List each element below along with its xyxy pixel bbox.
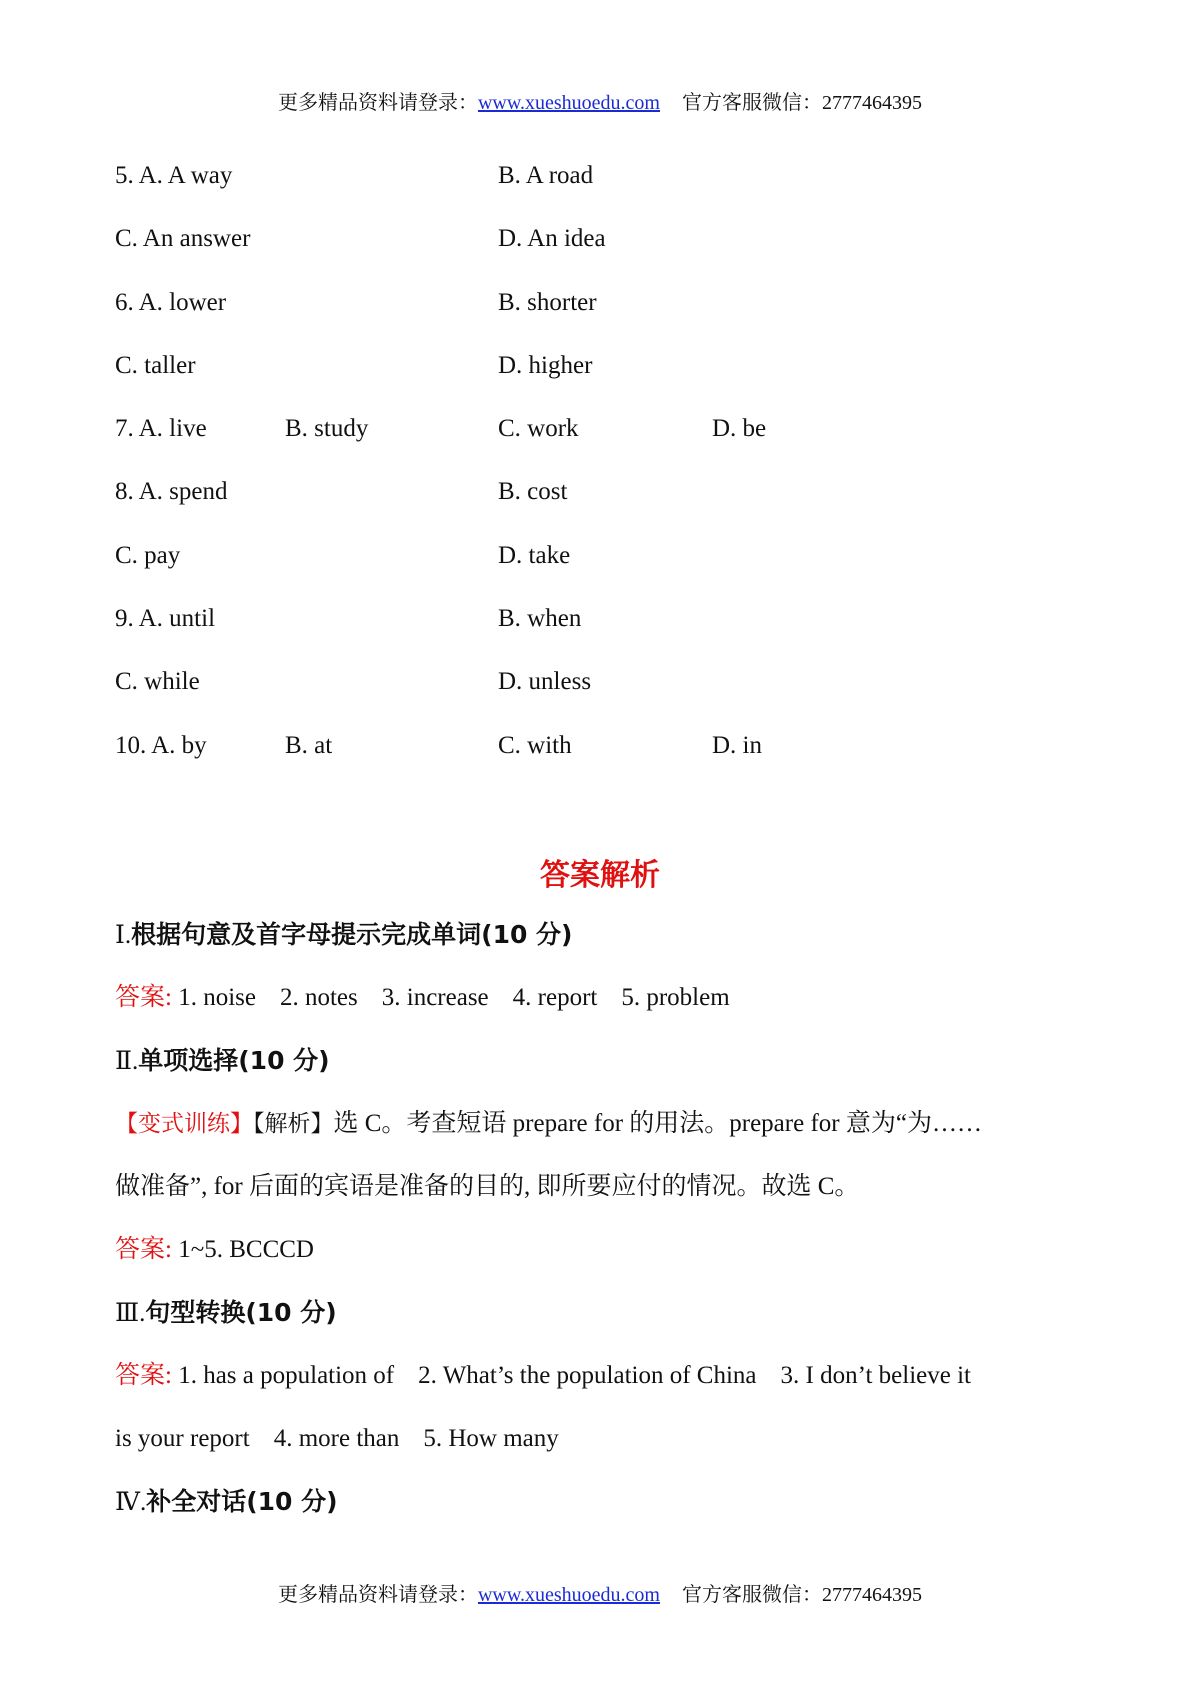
answer-item: is your report [115,1425,250,1452]
section-heading [115,1041,330,1082]
option-text: C. taller [115,352,196,379]
option-text: 6. A. lower [115,289,227,316]
answers-title: 答案解析 [540,858,660,893]
section-numeral: Ⅲ. [115,1300,146,1327]
section-title: 补全对话(10 分) [146,1487,338,1516]
footer-website-link[interactable]: www.xueshuoedu.com [477,1584,660,1606]
answer-item: 1. noise [178,984,256,1011]
header-website-link[interactable]: www.xueshuoedu.com [477,92,660,114]
answer-item: 3. I don’t believe it [780,1362,971,1389]
option-text: C. An answer [115,225,251,252]
option-row [0,156,1200,196]
answer-line [115,1356,1095,1396]
section-title: 根据句意及首字母提示完成单词(10 分) [131,920,573,949]
option-row [0,219,1200,259]
answer-item: 1. has a population of [178,1362,395,1389]
analysis-text: 选 C。考查短语 prepare for 的用法。prepare for 意为“为…… [333,1110,982,1137]
answer-label: 答案: [115,984,172,1011]
option-text: D. unless [498,668,592,695]
section-heading [115,915,573,956]
option-row [0,346,1200,386]
section-numeral: Ⅳ. [115,1489,147,1516]
option-text: B. at [285,732,333,759]
analysis-line [115,1104,1095,1144]
option-row [0,283,1200,323]
header-contact: 官方客服微信：2777464395 [682,92,922,114]
header-prefix: 更多精品资料请登录： [277,92,478,114]
option-text: 5. A. A way [115,162,233,189]
section-heading [115,1293,337,1334]
footer-contact: 官方客服微信：2777464395 [682,1584,922,1606]
option-text: C. with [498,732,572,759]
option-text: 7. A. live [115,415,207,442]
option-row [0,536,1200,576]
option-text: 9. A. until [115,605,216,632]
option-text: C. pay [115,542,181,569]
option-text: C. while [115,668,200,695]
answer-item: 2. What’s the population of China [418,1362,757,1389]
option-text: 10. A. by [115,732,207,759]
section-title: 句型转换(10 分) [145,1298,337,1327]
option-row [0,726,1200,766]
answer-label: 答案: [115,1236,172,1263]
option-text: D. in [712,732,762,759]
option-text: B. shorter [498,289,597,316]
answer-item: 4. report [512,984,598,1011]
answer-text: 1~5. BCCCD [178,1236,314,1263]
answer-item: 2. notes [279,984,358,1011]
answer-line [115,1419,1095,1459]
answer-line [115,978,1095,1018]
answer-item: 4. more than [273,1425,400,1452]
option-text: D. An idea [498,225,606,252]
option-text: B. when [498,605,582,632]
answer-line [115,1230,1095,1270]
option-text: B. cost [498,478,568,505]
analysis-text: 做准备”, for 后面的宾语是准备的目的, 即所要应付的情况。故选 C。 [115,1173,860,1200]
analysis-line [115,1167,1095,1207]
option-row [0,662,1200,702]
option-text: B. study [285,415,369,442]
footer-prefix: 更多精品资料请登录： [277,1584,478,1606]
option-text: D. be [712,415,767,442]
option-row [0,472,1200,512]
analysis-tag: 【解析】 [253,1111,334,1137]
section-numeral: Ⅰ. [115,922,132,949]
section-numeral: Ⅱ. [115,1048,139,1075]
answer-item: 5. How many [423,1425,559,1452]
section-heading [115,1482,338,1523]
option-text: D. higher [498,352,593,379]
page-footer [0,1578,1200,1607]
answer-label: 答案: [115,1362,172,1389]
answer-item: 3. increase [381,984,489,1011]
option-text: D. take [498,542,571,569]
option-text: C. work [498,415,579,442]
option-row [0,599,1200,639]
page-header [0,86,1200,115]
section-title: 单项选择(10 分) [138,1046,330,1075]
option-text: 8. A. spend [115,478,228,505]
option-text: B. A road [498,162,594,189]
answer-item: 5. problem [621,984,730,1011]
variant-training-tag: 【变式训练】 [115,1111,253,1137]
option-row [0,409,1200,449]
